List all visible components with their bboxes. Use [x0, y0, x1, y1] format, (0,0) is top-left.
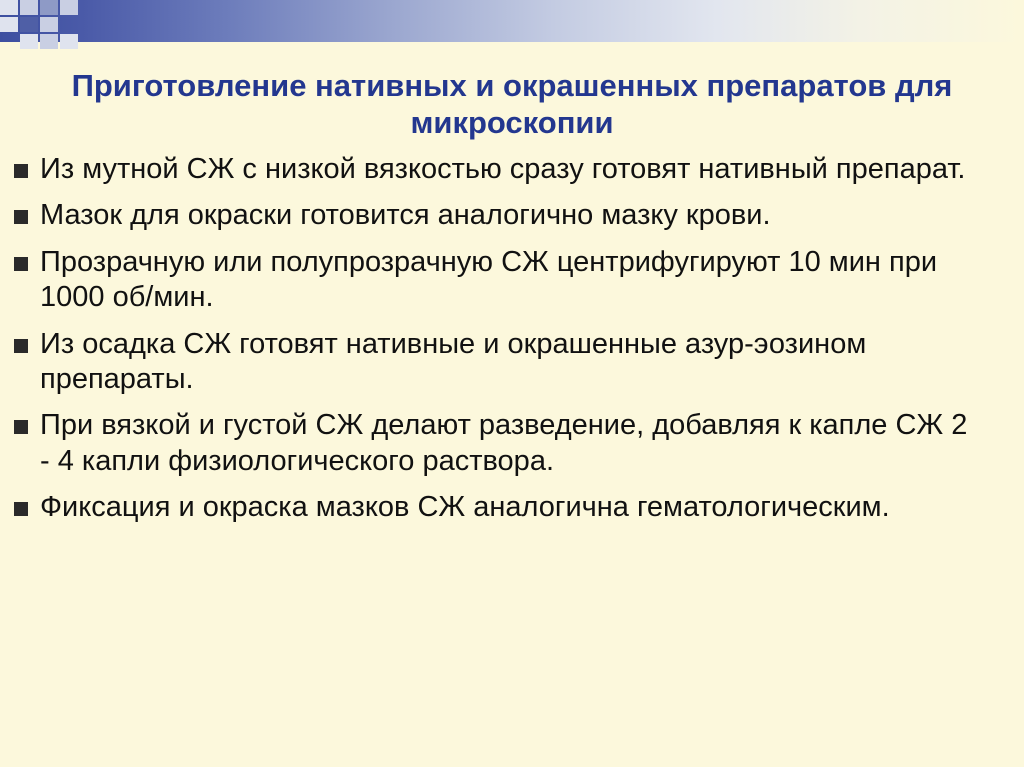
decorative-squares-group — [0, 0, 130, 56]
list-item-text: Из мутной СЖ с низкой вязкостью сразу готовят нативный препарат. — [40, 153, 966, 185]
list-item-text: Фиксация и окраска мазков СЖ аналогична гематологическим. — [40, 491, 890, 523]
decorative-square — [20, 17, 38, 32]
square-bullet-icon — [14, 339, 28, 353]
list-item — [8, 408, 1014, 479]
list-item — [8, 152, 1014, 187]
list-item — [8, 198, 1014, 233]
decorative-square — [40, 17, 58, 32]
decorative-square — [60, 34, 78, 49]
decorative-square — [0, 17, 18, 32]
list-item — [8, 327, 1014, 398]
square-bullet-icon — [14, 502, 28, 516]
decorative-square — [60, 0, 78, 15]
square-bullet-icon — [14, 257, 28, 271]
slide-title: Приготовление нативных и окрашенных препаратов для микроскопии — [71, 68, 953, 140]
list-item-text: Мазок для окраски готовится аналогично мазку крови. — [40, 199, 771, 232]
decorative-square — [0, 0, 18, 15]
list-item — [8, 490, 1014, 525]
square-bullet-icon — [14, 420, 28, 434]
decorative-square — [20, 34, 38, 49]
list-item-text: При вязкой и густой СЖ делают разведение, добавляя к капле СЖ 2 - 4 капли физиологического раствора. — [40, 409, 968, 477]
square-bullet-icon — [14, 210, 28, 224]
decorative-square — [20, 0, 38, 15]
square-bullet-icon — [14, 164, 28, 178]
bullet-list — [8, 152, 1014, 536]
decorative-square — [40, 34, 58, 49]
list-item — [8, 245, 1014, 316]
decorative-top-band — [0, 0, 1024, 42]
list-item-text: Из осадка СЖ готовят нативные и окрашенные азур-эозином препараты. — [40, 327, 867, 395]
decorative-square — [40, 0, 58, 15]
list-item-text: Прозрачную или полупрозрачную СЖ центрифугируют 10 мин при 1000 об/мин. — [40, 245, 938, 314]
